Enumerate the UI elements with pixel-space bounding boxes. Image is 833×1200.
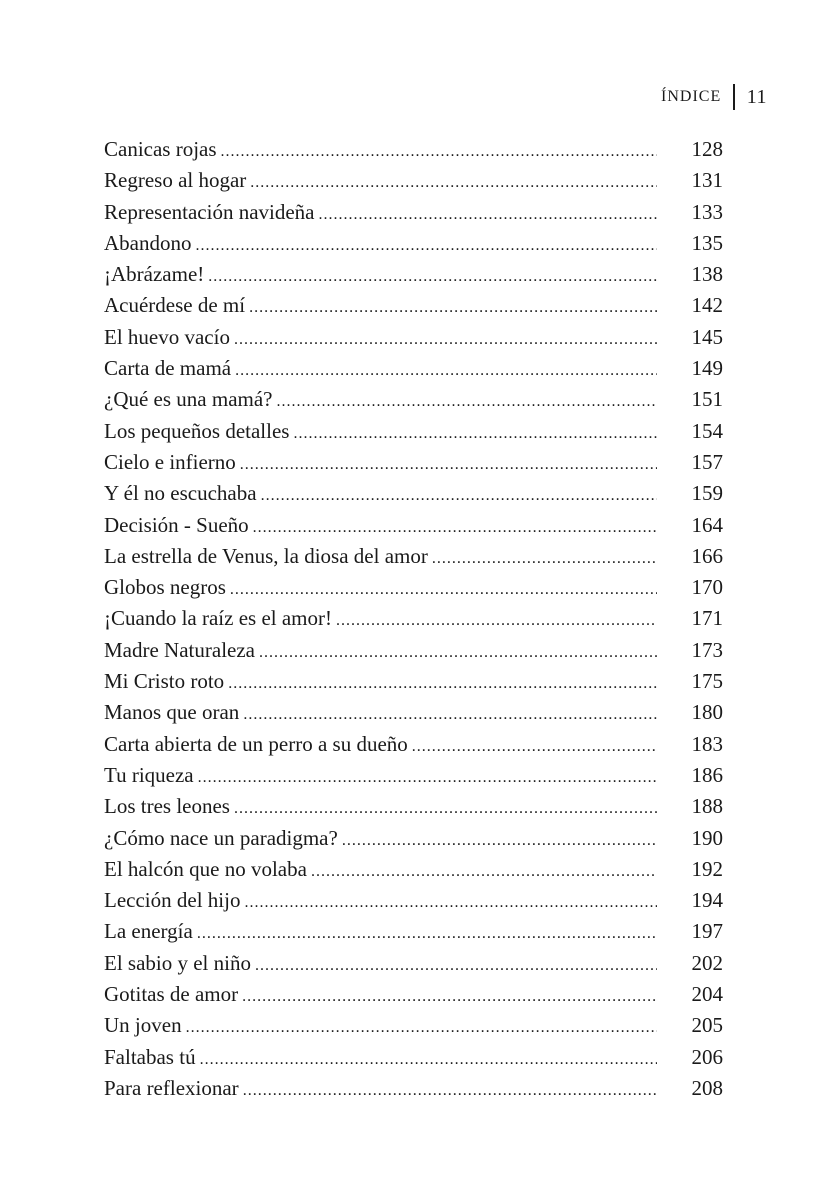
toc-entry[interactable]: [104, 729, 723, 760]
toc-entry-title: Abandono: [104, 230, 192, 255]
dot-leader: [228, 668, 657, 699]
toc-entry-page: 186: [691, 762, 723, 787]
dot-leader: [249, 292, 657, 323]
dot-leader: [319, 199, 658, 230]
toc-entry-title: Mi Cristo roto: [104, 669, 225, 694]
toc-entry-page: 164: [691, 512, 723, 537]
toc-entry[interactable]: [104, 760, 723, 791]
toc-entry-page: 131: [691, 168, 723, 193]
toc-entry-title: ¿Qué es una mamá?: [104, 387, 273, 412]
toc-entry-page: 157: [691, 449, 723, 474]
toc-entry-page: 138: [691, 262, 723, 287]
dot-leader: [234, 793, 657, 824]
toc-entry-page: 142: [691, 293, 723, 318]
toc-entry-page: 145: [691, 324, 723, 349]
toc-entry[interactable]: [104, 635, 723, 666]
toc-entry[interactable]: [104, 384, 723, 415]
dot-leader: [196, 230, 658, 261]
toc-entry-title: ¿Cómo nace un paradigma?: [104, 825, 338, 850]
toc-entry-title: Lección del hijo: [104, 888, 241, 913]
header-divider: [733, 84, 735, 110]
toc-entry-title: Tu riqueza: [104, 762, 194, 787]
toc-entry-title: Faltabas tú: [104, 1044, 196, 1069]
toc-entry[interactable]: [104, 603, 723, 634]
toc-entry[interactable]: [104, 290, 723, 321]
toc-entry-title: Decisión - Sueño: [104, 512, 249, 537]
toc-entry-page: 128: [691, 137, 723, 161]
toc-entry-title: Regreso al hogar: [104, 168, 247, 193]
dot-leader: [342, 825, 657, 856]
toc-entry-page: 170: [691, 575, 723, 600]
toc-entry-page: 171: [691, 606, 723, 631]
dot-leader: [259, 637, 657, 668]
toc-entry-page: 154: [691, 418, 723, 443]
toc-entry[interactable]: [104, 353, 723, 384]
toc-entry-page: 151: [691, 387, 723, 412]
toc-entry-title: Carta de mamá: [104, 356, 232, 381]
toc-entry[interactable]: [104, 791, 723, 822]
dot-leader: [277, 386, 657, 417]
dot-leader: [230, 574, 657, 605]
toc-entry-title: Acuérdese de mí: [104, 293, 246, 318]
dot-leader: [250, 167, 657, 198]
toc-entry-page: 159: [691, 481, 723, 506]
toc-entry[interactable]: [104, 697, 723, 728]
toc-entry-title: Carta abierta de un perro a su dueño: [104, 731, 408, 756]
toc-entry[interactable]: [104, 259, 723, 290]
dot-leader: [240, 449, 657, 480]
toc-entry[interactable]: [104, 134, 723, 165]
toc-entry-title: El halcón que no volaba: [104, 856, 307, 881]
dot-leader: [255, 950, 657, 981]
page-number: 11: [746, 85, 767, 108]
toc-entry[interactable]: [104, 447, 723, 478]
dot-leader: [200, 1044, 657, 1075]
toc-entry-page: 206: [691, 1044, 723, 1069]
toc-entry-page: 194: [691, 888, 723, 913]
toc-entry-title: El huevo vacío: [104, 324, 230, 349]
toc-entry-title: Globos negros: [104, 575, 226, 600]
toc-entry-page: 208: [691, 1075, 723, 1100]
toc-entry-page: 133: [691, 199, 723, 224]
toc-entry-title: Manos que oran: [104, 700, 240, 725]
dot-leader: [243, 699, 657, 730]
toc-entry-title: Los tres leones: [104, 794, 230, 819]
toc-entry-page: 149: [691, 356, 723, 381]
dot-leader: [243, 1075, 657, 1106]
toc-entry[interactable]: [104, 322, 723, 353]
toc-entry-title: Un joven: [104, 1013, 182, 1038]
toc-entry-page: 175: [691, 669, 723, 694]
toc-entry[interactable]: [104, 541, 723, 572]
dot-leader: [234, 324, 657, 355]
toc-entry[interactable]: [104, 1073, 723, 1104]
toc-entry[interactable]: [104, 1010, 723, 1041]
toc-entry-title: Madre Naturaleza: [104, 637, 255, 662]
toc-entry-title: Representación navideña: [104, 199, 315, 224]
toc-entry[interactable]: [104, 1042, 723, 1073]
toc-entry-page: 166: [691, 543, 723, 568]
toc-entry-title: ¡Abrázame!: [104, 262, 205, 287]
toc-entry-title: ¡Cuando la raíz es el amor!: [104, 606, 332, 631]
toc-entry-page: 173: [691, 637, 723, 662]
toc-entry[interactable]: [104, 197, 723, 228]
dot-leader: [261, 480, 657, 511]
dot-leader: [208, 261, 657, 292]
toc-entry[interactable]: [104, 979, 723, 1010]
toc-entry[interactable]: [104, 885, 723, 916]
dot-leader: [253, 512, 657, 543]
toc-entry[interactable]: [104, 478, 723, 509]
toc-entry[interactable]: [104, 823, 723, 854]
toc-entry[interactable]: [104, 916, 723, 947]
dot-leader: [412, 731, 657, 762]
dot-leader: [242, 981, 657, 1012]
toc-entry-page: 190: [691, 825, 723, 850]
toc-entry-title: La estrella de Venus, la diosa del amor: [104, 543, 428, 568]
toc-entry[interactable]: [104, 228, 723, 259]
toc-entry-title: Los pequeños detalles: [104, 418, 290, 443]
toc-entry[interactable]: [104, 948, 723, 979]
toc-entry-title: Cielo e infierno: [104, 449, 236, 474]
dot-leader: [197, 918, 657, 949]
dot-leader: [336, 605, 657, 636]
toc-entry-title: La energía: [104, 919, 193, 944]
toc-entry-title: Gotitas de amor: [104, 982, 239, 1007]
toc-entry-title: Y él no escuchaba: [104, 481, 257, 506]
toc-entry-page: 192: [691, 856, 723, 881]
toc-entry-page: 202: [691, 950, 723, 975]
dot-leader: [221, 136, 657, 167]
dot-leader: [198, 762, 657, 793]
toc-entry-title: El sabio y el niño: [104, 950, 251, 975]
toc-entry[interactable]: [104, 572, 723, 603]
dot-leader: [235, 355, 657, 386]
section-title: ÍNDICE: [661, 88, 722, 105]
toc-entry-page: 135: [691, 230, 723, 255]
toc-entry[interactable]: [104, 416, 723, 447]
dot-leader: [244, 887, 657, 918]
table-of-contents: [104, 134, 723, 1104]
toc-entry-page: 180: [691, 700, 723, 725]
toc-entry-title: Para reflexionar: [104, 1075, 239, 1100]
toc-entry[interactable]: [104, 854, 723, 885]
toc-entry-page: 204: [691, 982, 723, 1007]
dot-leader: [432, 543, 657, 574]
toc-entry-title: Canicas rojas: [104, 137, 217, 161]
dot-leader: [311, 856, 657, 887]
toc-entry-page: 183: [691, 731, 723, 756]
running-head: [661, 84, 767, 110]
toc-entry-page: 205: [691, 1013, 723, 1038]
toc-entry[interactable]: [104, 666, 723, 697]
toc-entry[interactable]: [104, 165, 723, 196]
toc-entry-page: 197: [691, 919, 723, 944]
dot-leader: [293, 418, 657, 449]
toc-entry[interactable]: [104, 510, 723, 541]
toc-entry-page: 188: [691, 794, 723, 819]
dot-leader: [186, 1012, 657, 1043]
